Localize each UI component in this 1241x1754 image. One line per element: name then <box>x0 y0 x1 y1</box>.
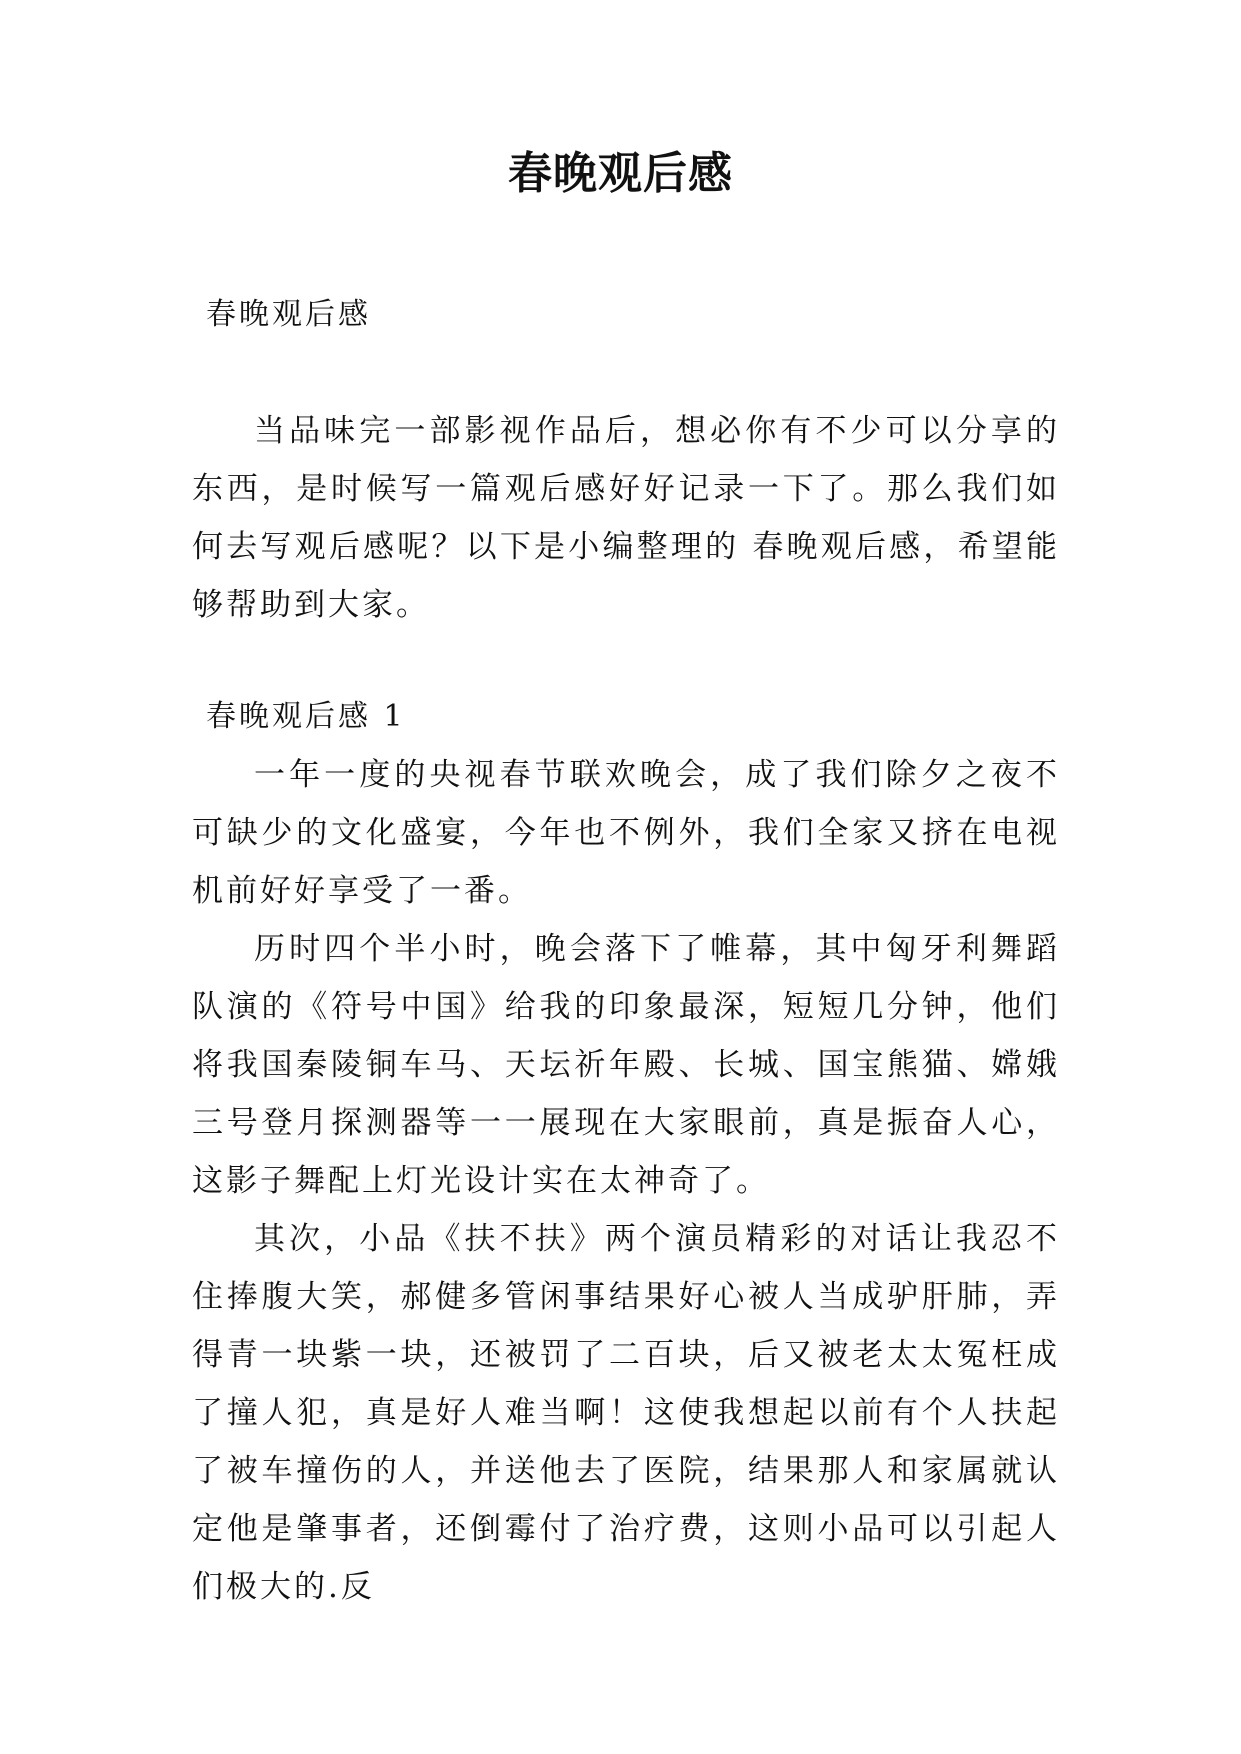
body-paragraph-3: 其次，小品《扶不扶》两个演员精彩的对话让我忍不住捧腹大笑，郝健多管闲事结果好心被人当成驴肝肺，弄得青一块紫一块，还被罚了二百块，后又被老太太冤枉成了撞人犯，真是好人难当啊！这使我想起以前有个人扶起了被车撞伤的人，并送他去了医院，结果那人和家属就认定他是肇事者，还倒霉付了治疗费，这则小品可以引起人们极大的.反 <box>192 1221 1060 1605</box>
document-title: 春晚观后感 <box>508 148 733 199</box>
intro-heading: 春晚观后感 <box>206 297 371 332</box>
document-body <box>192 286 1060 1616</box>
spacer <box>192 634 1060 688</box>
intro-paragraph: 当品味完一部影视作品后，想必你有不少可以分享的东西，是时候写一篇观后感好好记录一下了。那么我们如何去写观后感呢？以下是小编整理的 春晚观后感，希望能够帮助到大家。 <box>192 413 1060 623</box>
spacer <box>192 344 1060 402</box>
body-paragraph-2: 历时四个半小时，晚会落下了帷幕，其中匈牙利舞蹈队演的《符号中国》给我的印象最深，短短几分钟，他们将我国秦陵铜车马、天坛祈年殿、长城、国宝熊猫、嫦娥三号登月探测器等一一展现在大家眼前，真是振奋人心，这影子舞配上灯光设计实在太神奇了。 <box>192 931 1060 1199</box>
section-heading: 春晚观后感 1 <box>206 699 406 734</box>
body-paragraph-1: 一年一度的央视春节联欢晚会，成了我们除夕之夜不可缺少的文化盛宴，今年也不例外，我们全家又挤在电视机前好好享受了一番。 <box>192 757 1060 909</box>
